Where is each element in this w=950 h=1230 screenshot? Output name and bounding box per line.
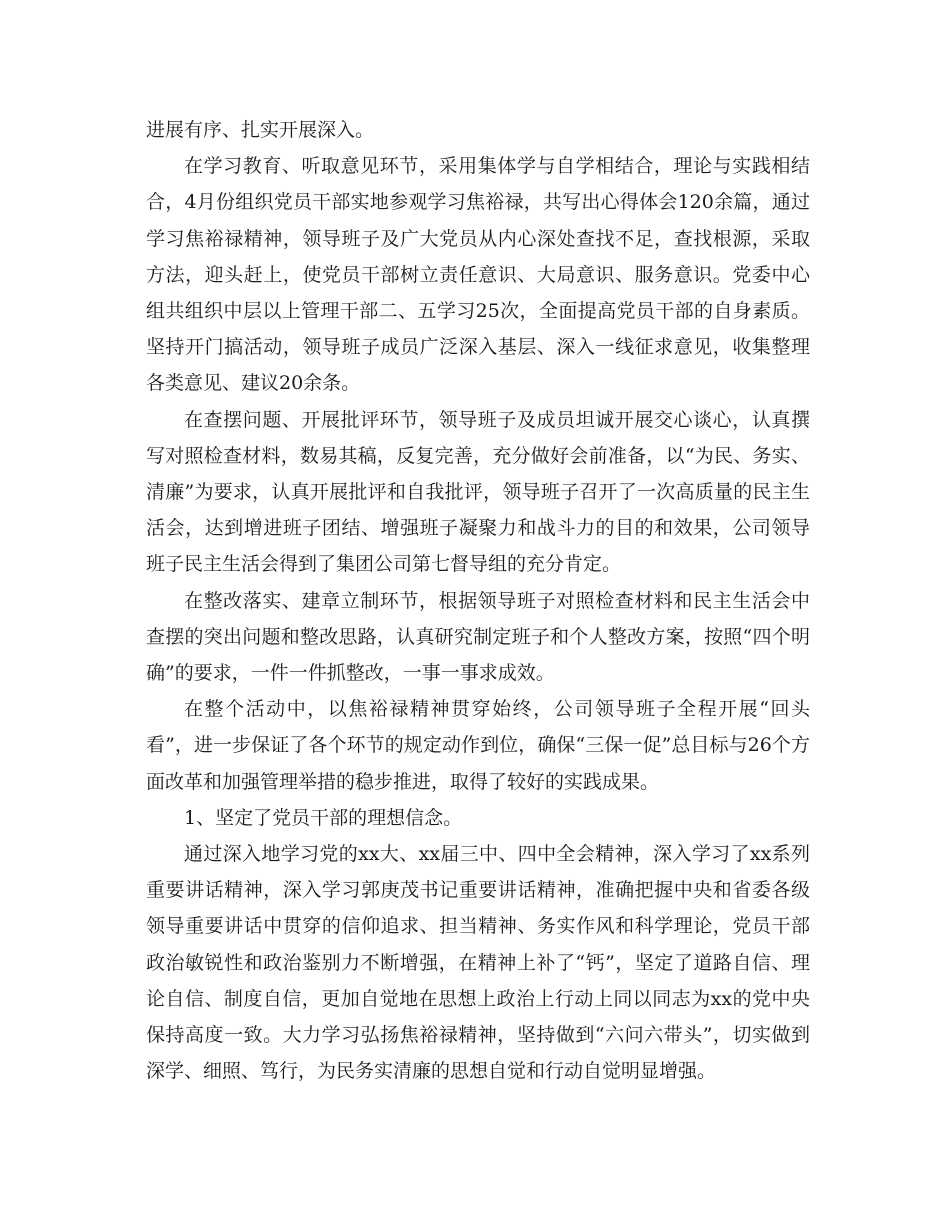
paragraph-whole-activity: 在整个活动中，以焦裕禄精神贯穿始终，公司领导班子全程开展“回头看”，进一步保证了各个环节的规定动作到位，确保“三保一促”总目标与26个方面改革和加强管理举措的稳步推进，取得了较好的实践成果。 <box>146 698 810 793</box>
paragraph-continuation: 进展有序、扎实开展深入。 <box>146 119 375 141</box>
section-heading-ideals: 1、坚定了党员干部的理想信念。 <box>184 806 463 829</box>
paragraph-rectification: 在整改落实、建章立制环节，根据领导班子对照检查材料和民主生活会中查摆的突出问题和整改思路，认真研究制定班子和个人整改方案，按照“四个明确”的要求，一件一件抓整改，一事一事求成效。 <box>146 589 810 685</box>
paragraph-study-education: 在学习教育、听取意见环节，采用集体学与自学相结合，理论与实践相结合，4月份组织党员干部实地参观学习焦裕禄，共写出心得体会120余篇，通过学习焦裕禄精神，领导班子及广大党员从内心深处查找不足，查找根源，采取方法，迎头赶上，使党员干部树立责任意识、大局意识、服务意识。党委中心组共组织中层以上管理干部二、五学习25次，全面提高党员干部的自身素质。坚持开门搞活动，领导班子成员广泛深入基层、深入一线征求意见，收集整理各类意见、建议20余条。 <box>146 155 810 395</box>
paragraph-criticism: 在查摆问题、开展批评环节，领导班子及成员坦诚开展交心谈心，认真撰写对照检查材料，数易其稿，反复完善，充分做好会前准备，以“为民、务实、清廉”为要求，认真开展批评和自我批评，领导班子召开了一次高质量的民主生活会，达到增进班子团结、增强班子凝聚力和战斗力的目的和效果，公司领导班子民主生活会得到了集团公司第七督导组的充分肯定。 <box>146 408 810 576</box>
document-body <box>146 112 810 1089</box>
paragraph-ideals: 通过深入地学习党的xx大、xx届三中、四中全会精神，深入学习了xx系列重要讲话精神，深入学习郭庚茂书记重要讲话精神，准确把握中央和省委各级领导重要讲话中贯穿的信仰追求、担当精神、务实作风和科学理论，党员干部政治敏锐性和政治鉴别力不断增强，在精神上补了“钙”，坚定了道路自信、理论自信、制度自信，更加自觉地在思想上政治上行动上同以同志为xx的党中央保持高度一致。大力学习弘扬焦裕禄精神，坚持做到“六问六带头”，切实做到深学、细照、笃行，为民务实清廉的思想自觉和行动自觉明显增强。 <box>146 843 810 1083</box>
